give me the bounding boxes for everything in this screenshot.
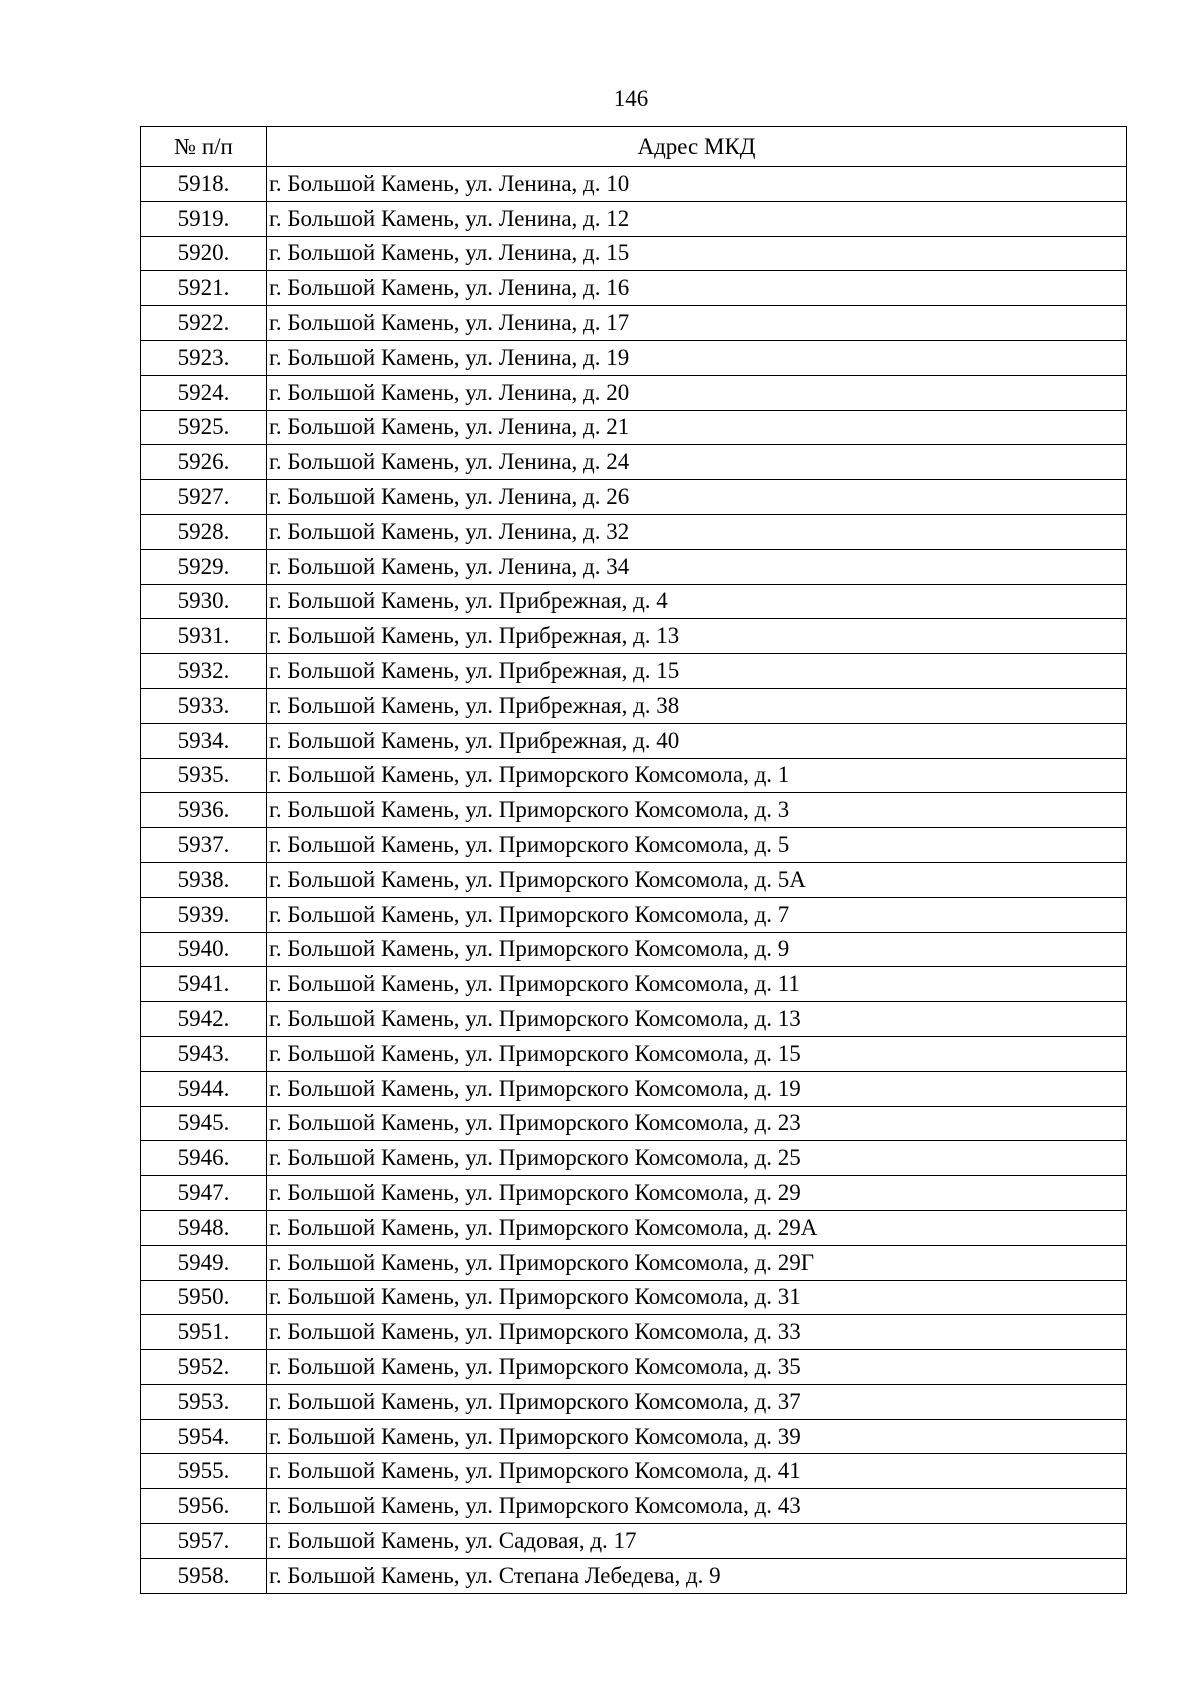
address-cell: г. Большой Камень, ул. Ленина, д. 20	[267, 375, 1127, 410]
address-cell: г. Большой Камень, ул. Приморского Комсомола, д. 7	[267, 897, 1127, 932]
table-row	[141, 1002, 1127, 1037]
address-cell: г. Большой Камень, ул. Ленина, д. 21	[267, 410, 1127, 445]
table-row	[141, 1210, 1127, 1245]
row-number-cell: 5949.	[141, 1245, 267, 1280]
table-row	[141, 306, 1127, 341]
row-number-cell: 5953.	[141, 1384, 267, 1419]
address-cell: г. Большой Камень, ул. Приморского Комсомола, д. 25	[267, 1141, 1127, 1176]
address-cell: г. Большой Камень, ул. Ленина, д. 19	[267, 340, 1127, 375]
address-cell: г. Большой Камень, ул. Приморского Комсомола, д. 33	[267, 1315, 1127, 1350]
address-cell: г. Большой Камень, ул. Приморского Комсомола, д. 41	[267, 1454, 1127, 1489]
table-row	[141, 1141, 1127, 1176]
row-number-cell: 5944.	[141, 1071, 267, 1106]
row-number-cell: 5931.	[141, 619, 267, 654]
row-number-cell: 5933.	[141, 688, 267, 723]
row-number-cell: 5922.	[141, 306, 267, 341]
address-cell: г. Большой Камень, ул. Приморского Комсомола, д. 1	[267, 758, 1127, 793]
row-number-cell: 5930.	[141, 584, 267, 619]
row-number-cell: 5954.	[141, 1419, 267, 1454]
address-cell: г. Большой Камень, ул. Ленина, д. 12	[267, 201, 1127, 236]
address-cell: г. Большой Камень, ул. Ленина, д. 10	[267, 167, 1127, 202]
address-cell: г. Большой Камень, ул. Прибрежная, д. 40	[267, 723, 1127, 758]
row-number-cell: 5952.	[141, 1350, 267, 1385]
address-cell: г. Большой Камень, ул. Ленина, д. 24	[267, 445, 1127, 480]
table-row	[141, 1489, 1127, 1524]
row-number-cell: 5940.	[141, 932, 267, 967]
column-header-address: Адрес МКД	[267, 127, 1127, 167]
table-row	[141, 549, 1127, 584]
table-row	[141, 654, 1127, 689]
address-cell: г. Большой Камень, ул. Приморского Комсомола, д. 37	[267, 1384, 1127, 1419]
apartment-buildings-table	[140, 126, 1127, 1594]
table-row	[141, 1176, 1127, 1211]
column-header-number: № п/п	[141, 127, 267, 167]
address-cell: г. Большой Камень, ул. Приморского Комсомола, д. 29Г	[267, 1245, 1127, 1280]
table-row	[141, 167, 1127, 202]
table-row	[141, 514, 1127, 549]
table-row	[141, 1245, 1127, 1280]
address-cell: г. Большой Камень, ул. Приморского Комсомола, д. 9	[267, 932, 1127, 967]
address-cell: г. Большой Камень, ул. Приморского Комсомола, д. 11	[267, 967, 1127, 1002]
address-cell: г. Большой Камень, ул. Ленина, д. 17	[267, 306, 1127, 341]
table-row	[141, 271, 1127, 306]
table-row	[141, 1106, 1127, 1141]
row-number-cell: 5929.	[141, 549, 267, 584]
table-row	[141, 1524, 1127, 1559]
address-cell: г. Большой Камень, ул. Садовая, д. 17	[267, 1524, 1127, 1559]
address-cell: г. Большой Камень, ул. Приморского Комсомола, д. 3	[267, 793, 1127, 828]
table-row	[141, 201, 1127, 236]
row-number-cell: 5926.	[141, 445, 267, 480]
address-cell: г. Большой Камень, ул. Приморского Комсомола, д. 35	[267, 1350, 1127, 1385]
row-number-cell: 5934.	[141, 723, 267, 758]
table-row	[141, 1384, 1127, 1419]
row-number-cell: 5951.	[141, 1315, 267, 1350]
table-header-row	[141, 127, 1127, 167]
row-number-cell: 5943.	[141, 1036, 267, 1071]
table-row	[141, 445, 1127, 480]
row-number-cell: 5920.	[141, 236, 267, 271]
row-number-cell: 5945.	[141, 1106, 267, 1141]
address-cell: г. Большой Камень, ул. Приморского Комсомола, д. 31	[267, 1280, 1127, 1315]
row-number-cell: 5927.	[141, 480, 267, 515]
row-number-cell: 5924.	[141, 375, 267, 410]
table-row	[141, 584, 1127, 619]
table-row	[141, 1350, 1127, 1385]
table-row	[141, 897, 1127, 932]
row-number-cell: 5939.	[141, 897, 267, 932]
row-number-cell: 5921.	[141, 271, 267, 306]
row-number-cell: 5956.	[141, 1489, 267, 1524]
table-row	[141, 1280, 1127, 1315]
address-cell: г. Большой Камень, ул. Приморского Комсомола, д. 43	[267, 1489, 1127, 1524]
table-row	[141, 793, 1127, 828]
row-number-cell: 5928.	[141, 514, 267, 549]
table-row	[141, 758, 1127, 793]
address-cell: г. Большой Камень, ул. Ленина, д. 34	[267, 549, 1127, 584]
row-number-cell: 5918.	[141, 167, 267, 202]
table-row	[141, 932, 1127, 967]
table-body	[141, 167, 1127, 1594]
row-number-cell: 5935.	[141, 758, 267, 793]
row-number-cell: 5937.	[141, 828, 267, 863]
table-row	[141, 480, 1127, 515]
table-row	[141, 1036, 1127, 1071]
table-row	[141, 1419, 1127, 1454]
table-row	[141, 340, 1127, 375]
address-cell: г. Большой Камень, ул. Приморского Комсомола, д. 13	[267, 1002, 1127, 1037]
address-cell: г. Большой Камень, ул. Степана Лебедева, д. 9	[267, 1558, 1127, 1593]
table-row	[141, 723, 1127, 758]
address-cell: г. Большой Камень, ул. Приморского Комсомола, д. 39	[267, 1419, 1127, 1454]
address-cell: г. Большой Камень, ул. Прибрежная, д. 38	[267, 688, 1127, 723]
row-number-cell: 5919.	[141, 201, 267, 236]
table-row	[141, 1454, 1127, 1489]
row-number-cell: 5957.	[141, 1524, 267, 1559]
row-number-cell: 5947.	[141, 1176, 267, 1211]
table-row	[141, 236, 1127, 271]
row-number-cell: 5936.	[141, 793, 267, 828]
row-number-cell: 5946.	[141, 1141, 267, 1176]
row-number-cell: 5938.	[141, 862, 267, 897]
table-row	[141, 688, 1127, 723]
address-cell: г. Большой Камень, ул. Ленина, д. 26	[267, 480, 1127, 515]
table-row	[141, 619, 1127, 654]
row-number-cell: 5923.	[141, 340, 267, 375]
address-cell: г. Большой Камень, ул. Приморского Комсомола, д. 19	[267, 1071, 1127, 1106]
row-number-cell: 5941.	[141, 967, 267, 1002]
table-row	[141, 410, 1127, 445]
address-cell: г. Большой Камень, ул. Приморского Комсомола, д. 15	[267, 1036, 1127, 1071]
table-row	[141, 967, 1127, 1002]
address-cell: г. Большой Камень, ул. Приморского Комсомола, д. 23	[267, 1106, 1127, 1141]
row-number-cell: 5948.	[141, 1210, 267, 1245]
page-number: 146	[613, 86, 649, 111]
address-cell: г. Большой Камень, ул. Прибрежная, д. 4	[267, 584, 1127, 619]
address-cell: г. Большой Камень, ул. Приморского Комсомола, д. 29	[267, 1176, 1127, 1211]
address-cell: г. Большой Камень, ул. Приморского Комсомола, д. 5А	[267, 862, 1127, 897]
row-number-cell: 5932.	[141, 654, 267, 689]
address-cell: г. Большой Камень, ул. Ленина, д. 16	[267, 271, 1127, 306]
address-cell: г. Большой Камень, ул. Прибрежная, д. 13	[267, 619, 1127, 654]
row-number-cell: 5942.	[141, 1002, 267, 1037]
table-row	[141, 1558, 1127, 1593]
table-row	[141, 375, 1127, 410]
address-cell: г. Большой Камень, ул. Приморского Комсомола, д. 29А	[267, 1210, 1127, 1245]
row-number-cell: 5958.	[141, 1558, 267, 1593]
row-number-cell: 5950.	[141, 1280, 267, 1315]
table-row	[141, 1071, 1127, 1106]
row-number-cell: 5955.	[141, 1454, 267, 1489]
address-cell: г. Большой Камень, ул. Прибрежная, д. 15	[267, 654, 1127, 689]
address-cell: г. Большой Камень, ул. Приморского Комсомола, д. 5	[267, 828, 1127, 863]
address-cell: г. Большой Камень, ул. Ленина, д. 32	[267, 514, 1127, 549]
address-cell: г. Большой Камень, ул. Ленина, д. 15	[267, 236, 1127, 271]
table-row	[141, 828, 1127, 863]
table-row	[141, 862, 1127, 897]
row-number-cell: 5925.	[141, 410, 267, 445]
table-row	[141, 1315, 1127, 1350]
